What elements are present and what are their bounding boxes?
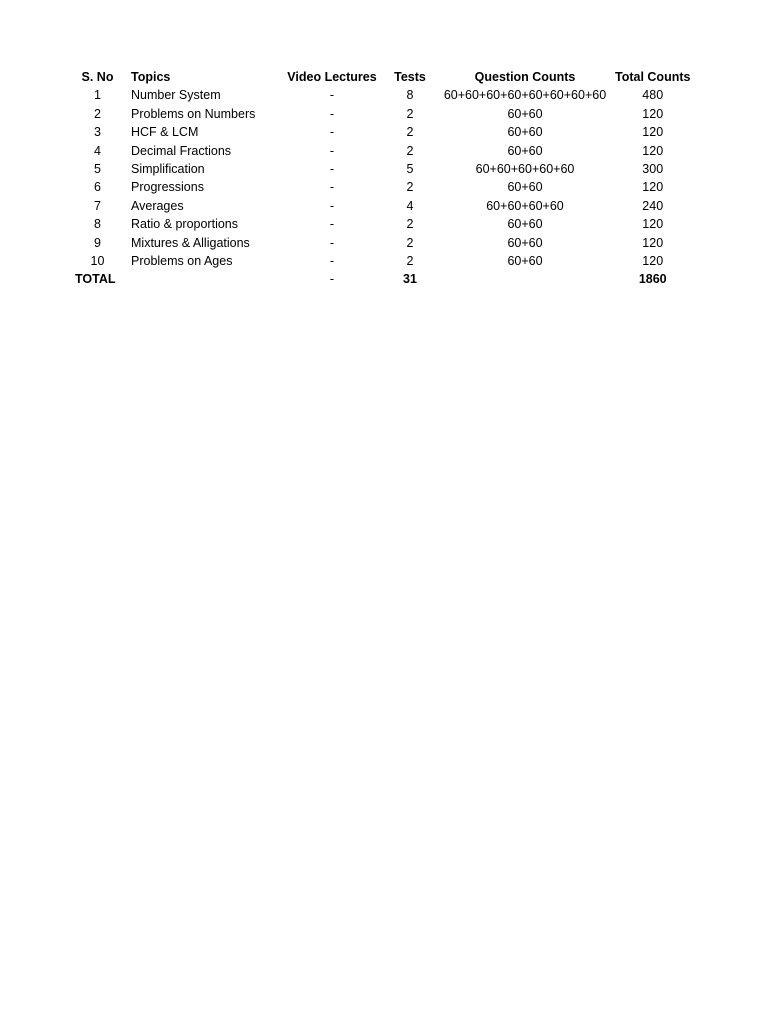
cell-topic: Progressions <box>131 180 204 195</box>
cell-video-lectures: - <box>329 217 335 232</box>
cell-video-lectures: - <box>329 235 335 250</box>
cell-tests: 2 <box>406 106 414 121</box>
cell-sno: 9 <box>94 235 101 250</box>
cell-video-lectures: - <box>329 254 335 269</box>
total-tests: 31 <box>403 272 417 287</box>
total-topic-empty <box>125 270 279 288</box>
cell-video-lectures: - <box>329 198 335 213</box>
table-row <box>70 123 690 141</box>
cell-tests: 2 <box>406 254 414 269</box>
cell-topic: Problems on Numbers <box>131 106 256 121</box>
table-row <box>70 197 690 215</box>
cell-question-counts: 60+60 <box>507 106 543 121</box>
cell-total-counts: 120 <box>642 125 664 140</box>
cell-tests: 5 <box>406 162 414 177</box>
table-row <box>70 105 690 123</box>
cell-tests: 2 <box>406 180 414 195</box>
cell-total-counts: 120 <box>642 106 664 121</box>
cell-video-lectures: - <box>329 106 335 121</box>
cell-sno: 7 <box>94 198 101 213</box>
cell-question-counts: 60+60+60+60+60+60+60+60 <box>443 88 607 103</box>
cell-sno: 8 <box>94 217 101 232</box>
cell-tests: 8 <box>406 88 414 103</box>
total-video: - <box>329 272 335 287</box>
total-counts: 1860 <box>638 272 667 287</box>
cell-topic: HCF & LCM <box>131 125 199 140</box>
cell-total-counts: 240 <box>642 198 664 213</box>
total-label: TOTAL <box>75 272 116 287</box>
cell-sno: 1 <box>94 88 101 103</box>
total-qc-empty <box>435 270 615 288</box>
cell-total-counts: 120 <box>642 217 664 232</box>
header-topics: Topics <box>131 70 171 84</box>
cell-question-counts: 60+60 <box>507 125 543 140</box>
cell-tests: 2 <box>406 235 414 250</box>
cell-question-counts: 60+60 <box>507 235 543 250</box>
cell-total-counts: 120 <box>642 143 664 158</box>
cell-sno: 5 <box>94 162 101 177</box>
table-row <box>70 215 690 233</box>
header-total-counts: Total Counts <box>615 70 691 84</box>
cell-topic: Number System <box>131 88 221 103</box>
cell-question-counts: 60+60+60+60 <box>486 198 564 213</box>
cell-video-lectures: - <box>329 125 335 140</box>
table-row <box>70 234 690 252</box>
cell-topic: Simplification <box>131 162 205 177</box>
cell-question-counts: 60+60+60+60+60 <box>475 162 575 177</box>
total-row <box>70 270 690 288</box>
cell-question-counts: 60+60 <box>507 254 543 269</box>
cell-total-counts: 480 <box>642 88 664 103</box>
header-sno: S. No <box>81 70 114 84</box>
cell-total-counts: 120 <box>642 180 664 195</box>
cell-video-lectures: - <box>329 88 335 103</box>
cell-tests: 4 <box>406 198 414 213</box>
cell-tests: 2 <box>406 217 414 232</box>
cell-topic: Averages <box>131 198 184 213</box>
header-tests: Tests <box>394 70 426 84</box>
table-row <box>70 252 690 270</box>
table-body <box>70 86 690 270</box>
cell-topic: Ratio & proportions <box>131 217 239 232</box>
header-question-counts: Question Counts <box>474 70 576 84</box>
cell-total-counts: 300 <box>642 162 664 177</box>
header-video-lectures: Video Lectures <box>287 70 377 84</box>
cell-topic: Decimal Fractions <box>131 143 232 158</box>
cell-total-counts: 120 <box>642 254 664 269</box>
table-row <box>70 178 690 196</box>
cell-topic: Problems on Ages <box>131 254 233 269</box>
cell-sno: 6 <box>94 180 101 195</box>
topics-table <box>70 68 690 289</box>
cell-question-counts: 60+60 <box>507 217 543 232</box>
table-row <box>70 142 690 160</box>
cell-question-counts: 60+60 <box>507 180 543 195</box>
cell-question-counts: 60+60 <box>507 143 543 158</box>
table-row <box>70 160 690 178</box>
cell-video-lectures: - <box>329 162 335 177</box>
table-header-row <box>70 68 690 86</box>
cell-topic: Mixtures & Alligations <box>131 235 250 250</box>
cell-sno: 3 <box>94 125 101 140</box>
cell-tests: 2 <box>406 125 414 140</box>
cell-total-counts: 120 <box>642 235 664 250</box>
cell-video-lectures: - <box>329 180 335 195</box>
cell-video-lectures: - <box>329 143 335 158</box>
cell-sno: 10 <box>90 254 105 269</box>
cell-sno: 4 <box>94 143 101 158</box>
table-row <box>70 86 690 104</box>
cell-sno: 2 <box>94 106 101 121</box>
cell-tests: 2 <box>406 143 414 158</box>
